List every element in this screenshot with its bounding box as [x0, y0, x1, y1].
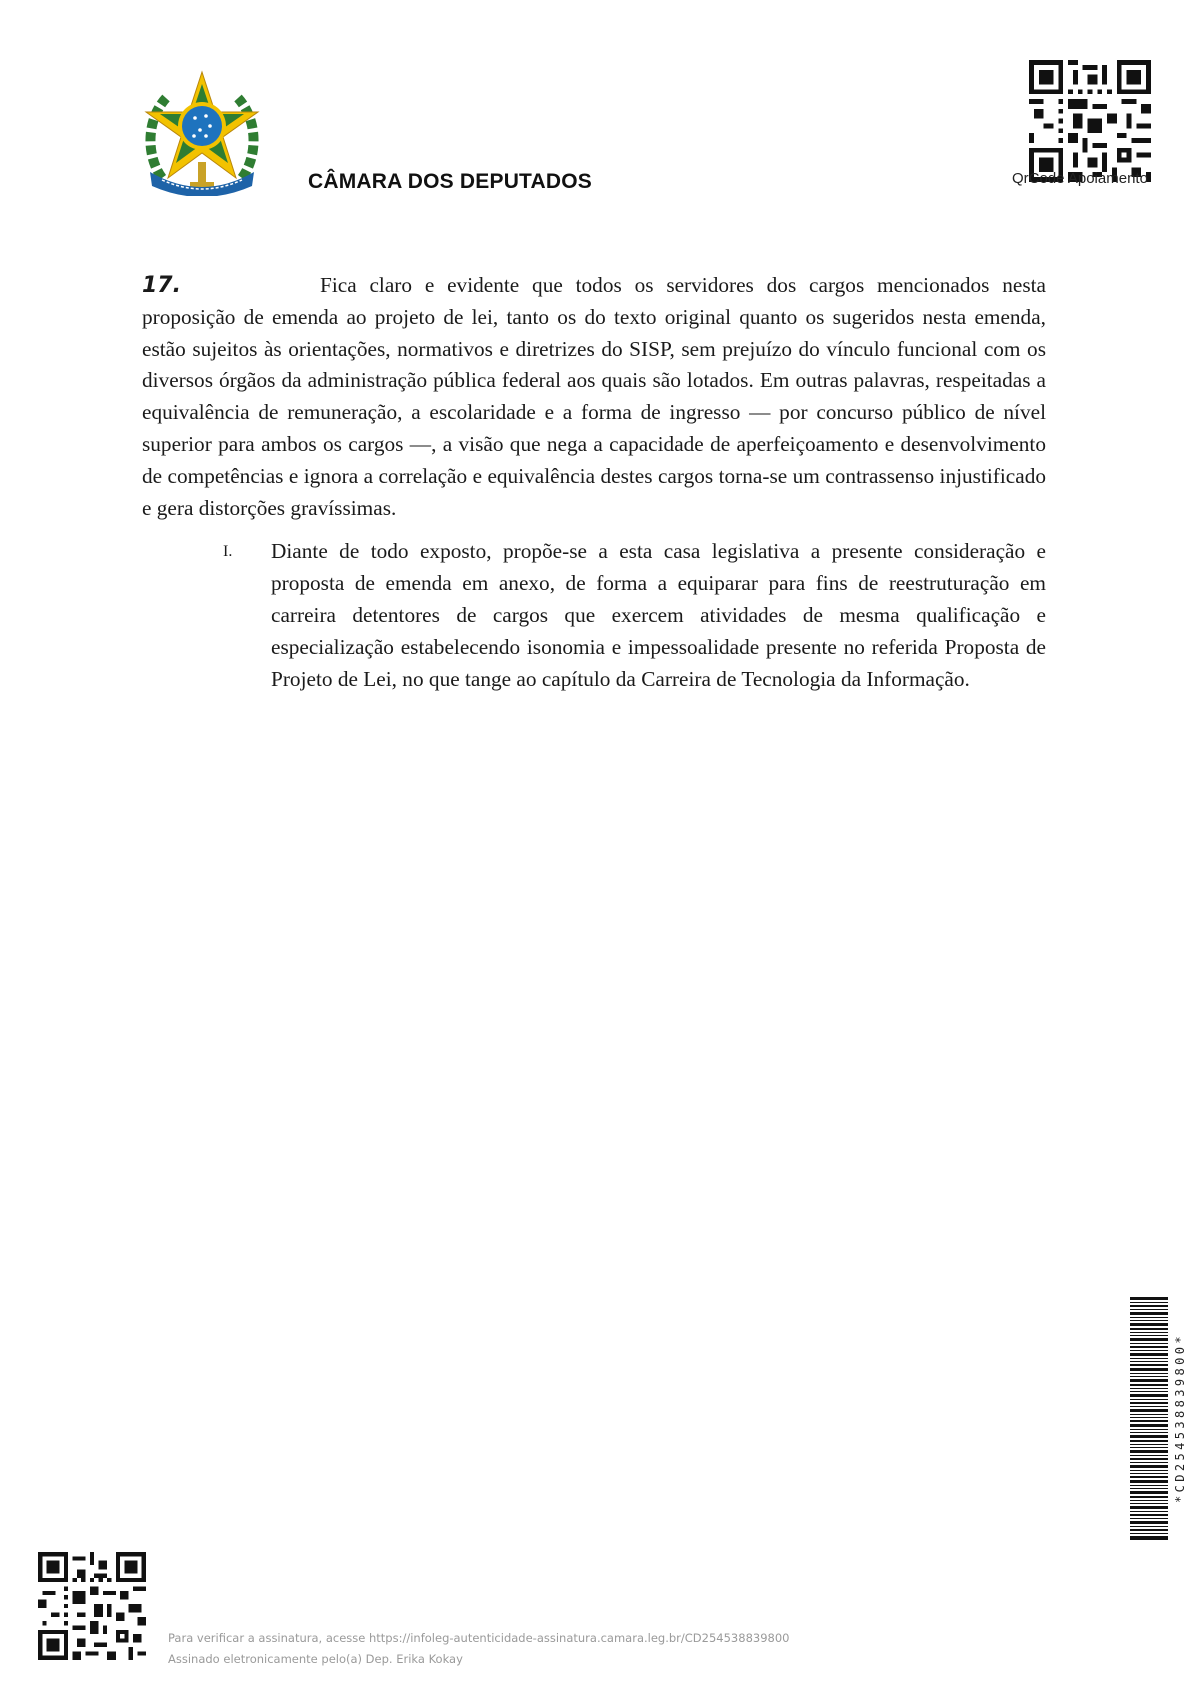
- list-item-i: [142, 536, 1046, 695]
- signed-by-line: Assinado eletronicamente pelo(a) Dep. Erika Kokay: [168, 1652, 463, 1666]
- barcode-code: *CD254538839800*: [1173, 1333, 1187, 1504]
- verification-qr-code-icon[interactable]: [38, 1552, 146, 1660]
- paragraph-text: Fica claro e evidente que todos os servidores dos cargos mencionados nesta proposição de emenda ao projeto de lei, tanto os do texto original quanto os sugeridos nesta emenda, estão sujeitos às orientações, normativos e diretrizes do SISP, sem prejuízo do vínculo funcional com os diversos órgãos da administração pública federal aos quais são lotados. Em outras palavras, respeitadas a equivalência de remuneração, a escolaridade e a forma de ingresso — por concurso público de nível superior para ambos os cargos —, a visão que nega a capacidade de aperfeiçoamento e desenvolvimento de competências e ignora a correlação e equivalência destes cargos torna-se um contrassenso injustificado e gera distorções gravíssimas.: [142, 273, 1046, 520]
- document-barcode-icon: [1130, 1297, 1168, 1540]
- list-item-marker: I.: [223, 543, 233, 561]
- brazil-coat-of-arms-icon: [140, 68, 264, 196]
- chamber-title: CÂMARA DOS DEPUTADOS: [308, 170, 593, 193]
- qr-code-caption: QrCode Apoiamento: [1012, 170, 1148, 187]
- paragraph-number: 17.: [142, 273, 181, 298]
- verification-link[interactable]: Para verificar a assinatura, acesse https://infoleg-autenticidade-assinatura.camara.leg.br/CD254538839800: [168, 1631, 790, 1645]
- paragraph-17: [142, 270, 1046, 524]
- signature-footer: [168, 1628, 789, 1670]
- document-body: [142, 270, 1046, 695]
- support-qr-code-icon[interactable]: [1029, 60, 1151, 182]
- list-item-text: Diante de todo exposto, propõe-se a esta casa legislativa a presente consideração e proposta de emenda em anexo, de forma a equiparar para fins de reestruturação em carreira detentores de cargos que exercem atividades de mesma qualificação e especialização estabelecendo isonomia e impessoalidade presente no referida Proposta de Projeto de Lei, no que tange ao capítulo da Carreira de Tecnologia da Informação.: [271, 539, 1046, 691]
